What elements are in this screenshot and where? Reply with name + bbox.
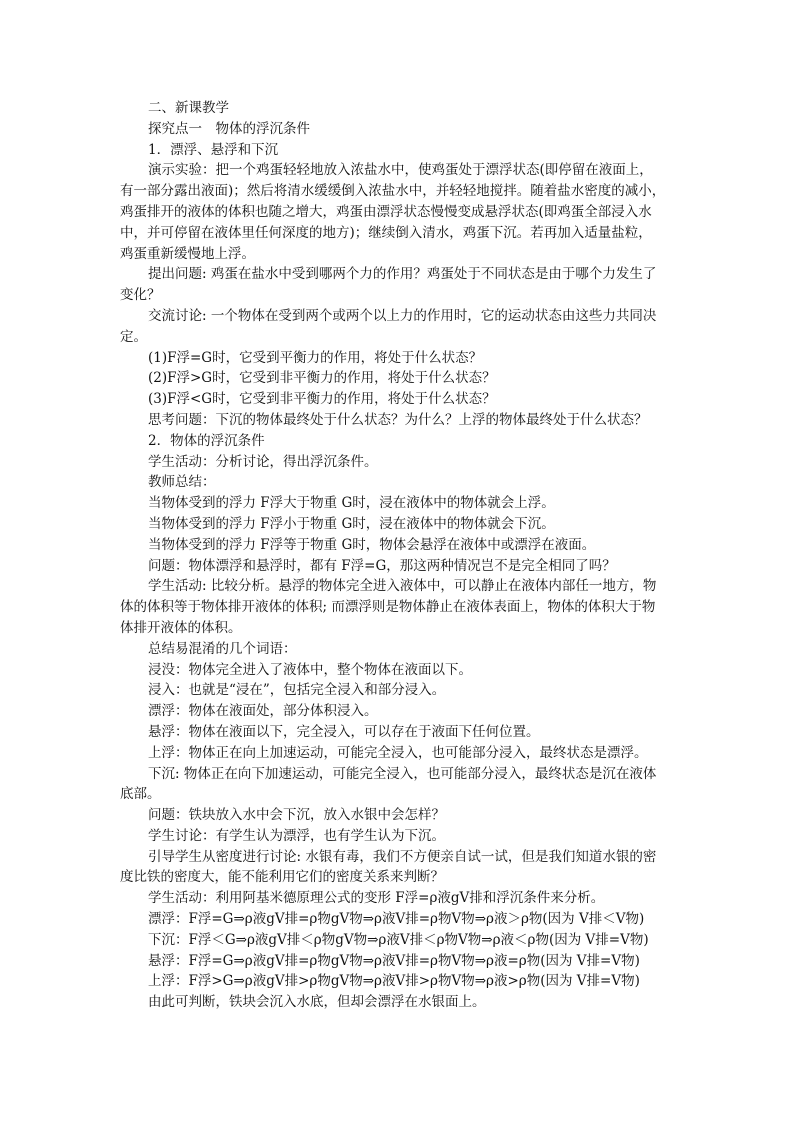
text-line: 漂浮：F浮=G⇒ρ液gV排=ρ物gV物⇒ρ液V排=ρ物V物⇒ρ液＞ρ物(因为 V排＜V物) [148, 911, 645, 928]
text-line: 浸没：物体完全进入了液体中，整个物体在液面以下。 [148, 661, 472, 678]
text-line: 漂浮：物体在液面处，部分体积浸入。 [148, 703, 378, 720]
text-line: 探究点一 物体的浮沉条件 [148, 120, 310, 137]
text-line: 鸡蛋重新缓慢地上浮。 [120, 245, 255, 262]
text-line: 提出问题: 鸡蛋在盐水中受到哪两个力的作用？鸡蛋处于不同状态是由于哪个力发生了 [148, 266, 657, 283]
text-line: (3)F浮<G时，它受到非平衡力的作用，将处于什么状态？ [148, 391, 496, 408]
text-line: 由此可判断，铁块会沉入水底，但却会漂浮在水银面上。 [148, 994, 486, 1011]
text-line: 学生活动：分析讨论，得出浮沉条件。 [148, 453, 378, 470]
text-line: (2)F浮>G时，它受到非平衡力的作用，将处于什么状态？ [148, 370, 496, 387]
text-line: 鸡蛋排开的液体的体积也随之增大，鸡蛋由漂浮状态慢慢变成悬浮状态(即鸡蛋全部浸入水 [120, 203, 652, 220]
text-line: 交流讨论: 一个物体在受到两个或两个以上力的作用时，它的运动状态由这些力共同决 [148, 307, 657, 324]
text-line: 2．物体的浮沉条件 [148, 432, 265, 449]
text-line: 教师总结： [148, 474, 216, 491]
text-line: 上浮：F浮>G⇒ρ液gV排>ρ物gV物⇒ρ液V排>ρ物V物⇒ρ液>ρ物(因为 V排=V物) [148, 973, 640, 990]
text-line: 学生讨论：有学生认为漂浮，也有学生认为下沉。 [148, 827, 445, 844]
text-line: 当物体受到的浮力 F浮等于物重 G时，物体会悬浮在液体中或漂浮在液面。 [148, 536, 596, 553]
text-line: 底部。 [120, 786, 161, 803]
text-line: 学生活动：利用阿基米德原理公式的变形 F浮=ρ液gV排和浮沉条件来分析。 [148, 890, 605, 907]
text-line: 悬浮：F浮=G⇒ρ液gV排=ρ物gV物⇒ρ液V排=ρ物V物⇒ρ液=ρ物(因为 V排=V物) [148, 952, 640, 969]
document-body [120, 98, 680, 1013]
text-line: 有一部分露出液面)；然后将清水缓缓倒入浓盐水中，并轻轻地搅拌。随着盐水密度的减小， [120, 183, 666, 200]
text-line: (1)F浮=G时，它受到平衡力的作用，将处于什么状态？ [148, 349, 483, 366]
text-line: 变化？ [120, 287, 161, 304]
text-line: 当物体受到的浮力 F浮大于物重 G时，浸在液体中的物体就会上浮。 [148, 495, 555, 512]
text-line: 引导学生从密度进行讨论: 水银有毒，我们不方便亲自试一试，但是我们知道水银的密 [148, 848, 657, 865]
text-line: 二、新课教学 [148, 100, 229, 116]
text-line: 学生活动: 比较分析。悬浮的物体完全进入液体中，可以静止在液体内部任一地方，物 [148, 578, 657, 595]
text-line: 体排开液体的体积。 [120, 619, 242, 636]
text-line: 上浮：物体正在向上加速运动，可能完全浸入，也可能部分浸入，最终状态是漂浮。 [148, 744, 648, 761]
text-line: 中，并可停留在液体里任何深度的地方)；继续倒入清水，鸡蛋下沉。若再加入适量盐粒， [120, 224, 652, 241]
text-line: 思考问题：下沉的物体最终处于什么状态？为什么？上浮的物体最终处于什么状态？ [148, 411, 648, 428]
text-line: 体的体积等于物体排开液体的体积; 而漂浮则是物体静止在液体表面上，物体的体积大于物 [120, 599, 656, 616]
text-line: 度比铁的密度大，能不能利用它们的密度关系来判断？ [120, 869, 444, 886]
text-line: 问题：铁块放入水中会下沉，放入水银中会怎样？ [148, 807, 445, 824]
text-line: 下沉：F浮＜G⇒ρ液gV排＜ρ物gV物⇒ρ液V排＜ρ物V物⇒ρ液＜ρ物(因为 V排=V物) [148, 931, 649, 948]
text-line: 总结易混淆的几个词语： [148, 640, 297, 657]
text-line: 演示实验：把一个鸡蛋轻轻地放入浓盐水中，使鸡蛋处于漂浮状态(即停留在液面上， [148, 162, 653, 179]
text-line: 定。 [120, 328, 147, 345]
text-line: 问题：物体漂浮和悬浮时，都有 F浮=G，那这两种情况岂不是完全相同了吗？ [148, 557, 616, 574]
text-line: 当物体受到的浮力 F浮小于物重 G时，浸在液体中的物体就会下沉。 [148, 515, 555, 532]
text-line: 下沉: 物体正在向下加速运动，可能完全浸入，也可能部分浸入，最终状态是沉在液体 [148, 765, 657, 782]
text-line: 浸入：也就是“浸在”，包括完全浸入和部分浸入。 [148, 682, 446, 699]
text-line: 悬浮：物体在液面以下，完全浸入，可以存在于液面下任何位置。 [148, 723, 540, 740]
text-line: 1．漂浮、悬浮和下沉 [148, 141, 279, 158]
